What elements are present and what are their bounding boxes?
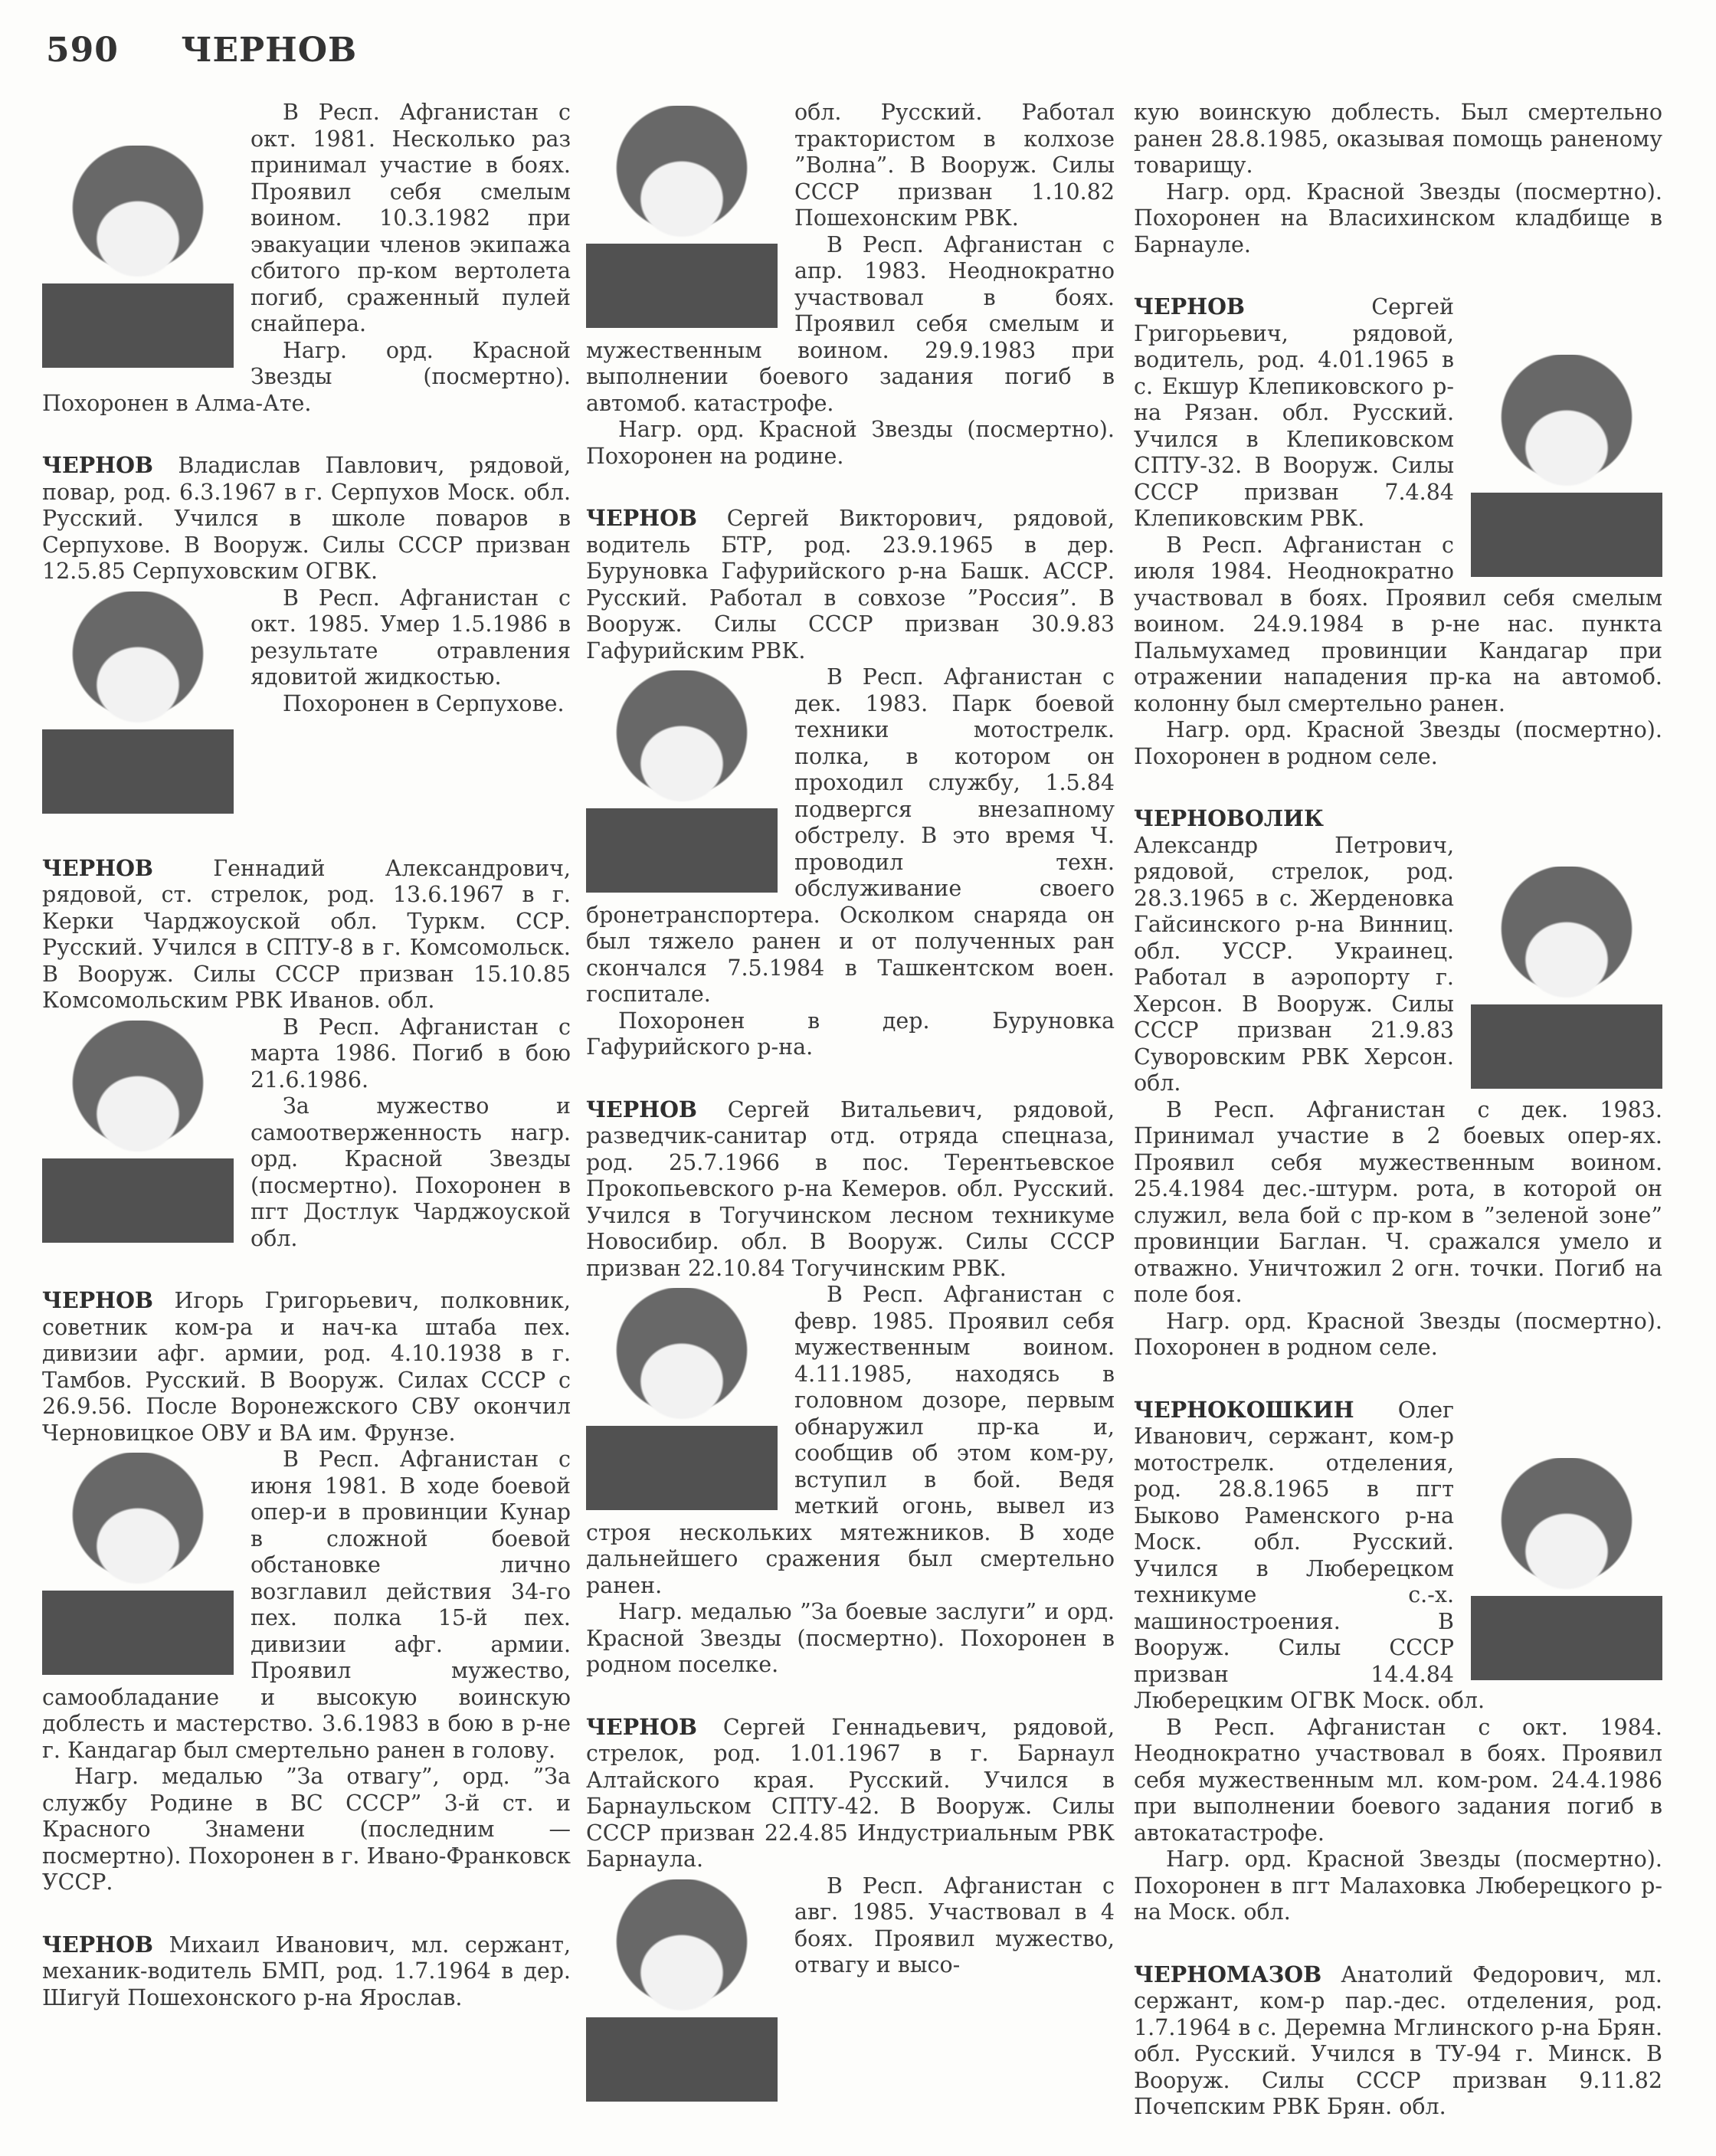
entry-paragraph: Сергей Викторович, рядовой, водитель БТР, род. 23.9.1965 в дер. Буруновка Гафурийского р-на Башк. АССР. Русский. Работал в совхозе ”Россия”. В Вооруж. Силы СССР призван 30.9.83 Гафурийским РВК. (586, 506, 1115, 664)
entry-paragraph: Похоронен в дер. Буруновка Гафурийского р-на. (586, 1008, 1115, 1060)
entry-paragraph: Владислав Павлович, рядовой, повар, род. 6.3.1967 в г. Серпухов Моск. обл. Русский. Учился в школе поваров в Серпухове. В Вооруж. Силы СССР призван 12.5.85 Серпуховским ОГВК. (42, 453, 571, 584)
entry-paragraph: Нагр. орд. Красной Звезды (посмертно). Похоронен в пгт Малаховка Люберецкого р-на Моск. обл. (1134, 1846, 1662, 1925)
entry-surname: ЧЕРНОВ (1134, 293, 1246, 319)
entry-surname: ЧЕРНОВ (586, 505, 698, 531)
entry-paragraph: Александр Петрович, рядовой, стрелок, род. 28.3.1965 в с. Жерденовка Гайсинского р-на Винниц. обл. УССР. Украинец. Работал в аэропорту г. Херсон. В Вооруж. Силы СССР призван 21.9.83 Суворовским РВК Херсон. обл. (1134, 832, 1454, 1096)
entry-surname: ЧЕРНОВ (42, 854, 154, 881)
entry-paragraph: За мужество и самоотверженность нагр. орд. Красной Звезды (посмертно). Похоронен в пгт Достлук Чарджоуской обл. (251, 1093, 571, 1251)
entry-paragraph: Нагр. медалью ”За отвагу”, орд. ”За службу Родине в ВС СССР” 3-й ст. и Красного Знамени (последним — посмертно). Похоронен в г. Ивано-Франковск УССР. (42, 1764, 571, 1895)
entry-surname: ЧЕРНОМАЗОВ (1134, 1961, 1322, 1987)
entry-surname: ЧЕРНОВОЛИК (1134, 805, 1324, 831)
entry-paragraph: Нагр. орд. Красной Звезды (посмертно). Похоронен в родном селе. (1134, 1308, 1662, 1360)
entry-paragraph: В Респ. Афганистан с июля 1984. Неоднократно участвовал в боях. Проявил себя смелым воином. 24.9.1984 в р-не нас. пункта Пальмухамед провинции Кандагар при отражении нападения пр-ка на автомоб. колонну был смертельно ранен. (1134, 532, 1662, 716)
column-3 (1134, 100, 1662, 2156)
entry-chernov-sergey-gennadyevich (586, 1714, 1115, 1979)
entry-paragraph: В Респ. Афганистан с апр. 1983. Неоднократно участвовал в боях. Проявил себя смелым и мужественным воином. 29.9.1983 при выполнении боевого задания погиб в автомоб. катастрофе. (586, 231, 1115, 416)
entry-chernov-mikhail (42, 1932, 571, 2012)
entry-paragraph: В Респ. Афганистан с окт. 1981. Несколько раз принимал участие в боях. Проявил себя смелым воином. 10.3.1982 при эвакуации членов экипажа сбитого пр-ком вертолета погиб, сраженный пулей снайпера. (251, 100, 571, 336)
entry-surname: ЧЕРНОВ (42, 1931, 154, 1958)
entry-paragraph: Михаил Иванович, мл. сержант, механик-водитель БМП, род. 1.7.1964 в дер. Шигуй Пошехонского р-на Ярослав. (42, 1932, 571, 2010)
entry-chernov-sergey-vitalyevich (586, 1096, 1115, 1679)
entry-surname: ЧЕРНОВ (42, 452, 154, 478)
entry-surname: ЧЕРНОКОШКИН (1134, 1396, 1354, 1423)
entry-paragraph: Нагр. орд. Красной Звезды (посмертно). Похоронен на Власихинском кладбище в Барнауле. (1134, 179, 1662, 257)
portrait-photo (586, 670, 778, 893)
entry-paragraph: В Респ. Афганистан с марта 1986. Погиб в бою 21.6.1986. (251, 1014, 571, 1093)
entry-paragraph: Игорь Григорьевич, полковник, советник ком-ра и нач-ка штаба пех. дивизии афг. армии, род. 4.10.1938 в г. Тамбов. Русский. В Вооруж. Силах СССР с 26.9.56. После Воронежского СВУ окончил Черновицкое ОВУ и ВА им. Фрунзе. (42, 1288, 571, 1446)
page-number: 590 (46, 31, 119, 70)
entry-paragraph: В Респ. Афганистан с авг. 1985. Участвовал в 4 боях. Проявил мужество, отвагу и высо- (794, 1873, 1115, 1977)
column-2 (586, 100, 1115, 2108)
entry-chernov-sergey-viktorovich (586, 505, 1115, 1061)
portrait-photo (42, 146, 234, 368)
portrait-photo (1471, 1458, 1662, 1680)
entry-surname: ЧЕРНОВ (586, 1713, 698, 1740)
entry-chernokoshkin (1134, 1397, 1662, 1926)
portrait-photo (42, 1021, 234, 1243)
entry-paragraph: В Респ. Афганистан с июня 1981. В ходе боевой опер-и в провинции Кунар в сложной боевой обстановке лично возглавил действия 34-го пех. полка 15-й пех. дивизии афг. армии. Проявил мужество, самообладание и высокую воинскую доблесть и мастерство. 3.6.1983 в бою в р-не г. Кандагар был смертельно ранен в голову. (42, 1447, 571, 1763)
portrait-photo (1471, 355, 1662, 577)
entry-paragraph: Олег Иванович, сержант, ком-р мотострелк. отделения, род. 28.8.1965 в пгт Быково Раменского р-на Моск. обл. Русский. Учился в Люберецком техникуме с.-х. машиностроения. В Вооруж. Силы СССР призван 14.4.84 Люберецким ОГВК Моск. обл. (1134, 1397, 1485, 1713)
entry-paragraph: Сергей Григорьевич, рядовой, водитель, род. 4.01.1965 в с. Екшур Клепиковского р-на Рязан. обл. Русский. Учился в Клепиковском СПТУ-32. В Вооруж. Силы СССР призван 7.4.84 Клепиковским РВК. (1134, 294, 1454, 531)
entry-paragraph: обл. Русский. Работал трактористом в колхозе ”Волна”. В Вооруж. Силы СССР призван 1.10.82 Пошехонским РВК. (794, 100, 1115, 231)
entry-continuation (1134, 100, 1662, 258)
entry-surname: ЧЕРНОВ (586, 1096, 698, 1122)
entry-chernovolik (1134, 805, 1662, 1361)
entry-paragraph: Нагр. медалью ”За боевые заслуги” и орд. Красной Звезды (посмертно). Похоронен в родном поселке. (586, 1599, 1115, 1677)
portrait-photo (1471, 867, 1662, 1089)
entry-paragraph: В Респ. Афганистан с окт. 1984. Неоднократно участвовал в боях. Проявил себя мужественным мл. ком-ром. 24.4.1986 при выполнении боевого задания погиб в автокатастрофе. (1134, 1714, 1662, 1846)
portrait-photo (586, 106, 778, 328)
entry-paragraph: Сергей Витальевич, рядовой, разведчик-санитар отд. отряда спецназа, род. 25.7.1966 в пос. Терентьевское Прокопьевского р-на Кемеров. обл. Русский. Учился в Тогучинском лесном техникуме Новосибир. обл. В Вооруж. Силы СССР призван 22.10.84 Тогучинским РВК. (586, 1096, 1115, 1281)
entry-paragraph: Нагр. орд. Красной Звезды (посмертно). Похоронен в Алма-Ате. (42, 337, 571, 416)
entry-paragraph: Нагр. орд. Красной Звезды (посмертно). Похоронен на родине. (586, 417, 1115, 469)
portrait-photo (42, 591, 234, 814)
entry-paragraph: В Респ. Афганистан с окт. 1985. Умер 1.5.1986 в результате отравления ядовитой жидкостью. (251, 585, 571, 690)
entry-paragraph: В Респ. Афганистан с дек. 1983. Парк боевой техники мотострелк. полка, в котором он проходил службу, 1.5.84 подвергся внезапному обстрелу. В это время Ч. проводил техн. обслуживание своего бронетранспортера. Осколком снаряда он был тяжело ранен и от полученных ран скончался 7.5.1984 в Ташкентском воен. госпитале. (586, 664, 1115, 1007)
entry-chernov-gennady (42, 855, 571, 1253)
column-1 (42, 100, 571, 2046)
entry-continuation (586, 100, 1115, 470)
entry-paragraph: Нагр. орд. Красной Звезды (посмертно). Похоронен в родном селе. (1134, 717, 1662, 769)
page-header (46, 31, 357, 70)
entry-paragraph: Сергей Геннадьевич, рядовой, стрелок, род. 1.01.1967 в г. Барнаул Алтайского края. Русский. Учился в Барнаульском СПТУ-42. В Вооруж. Силы СССР призван 22.4.85 Индустриальным РВК Барнаула. (586, 1714, 1115, 1872)
portrait-photo (42, 1453, 234, 1675)
entry-paragraph: Геннадий Александрович, рядовой, ст. стрелок, род. 13.6.1967 в г. Керки Чарджоуской обл. Туркм. ССР. Русский. Учился в СПТУ-8 в г. Комсомольск. В Вооруж. Силы СССР призван 15.10.85 Комсомольским РВК Иванов. обл. (42, 855, 571, 1013)
portrait-photo (586, 1879, 778, 2102)
entry-paragraph: Анатолий Федорович, мл. сержант, ком-р пар.-дес. отделения, род. 1.7.1964 в с. Деремна Мглинского р-на Брян. обл. Русский. Учился в ТУ-94 г. Минск. В Вооруж. Силы СССР призван 9.11.82 Почепским РВК Брян. обл. (1134, 1961, 1662, 2119)
portrait-photo (586, 1288, 778, 1510)
entry-chernov-sergey-grigoryevich (1134, 293, 1662, 770)
entry-chernov-vladislav (42, 452, 571, 820)
entry-paragraph: Похоронен в Серпухове. (283, 690, 565, 716)
running-head: ЧЕРНОВ (181, 31, 358, 70)
entry-paragraph: В Респ. Афганистан с февр. 1985. Проявил себя мужественным воином. 4.11.1985, находясь в головном дозоре, первым обнаружил пр-ка и, сообщив об этом ком-ру, вступил в бой. Ведя меткий огонь, вывел из строя нескольких мятежников. В ходе дальнейшего сражения был смертельно ранен. (586, 1282, 1115, 1598)
entry-continuation (42, 100, 571, 417)
entry-surname: ЧЕРНОВ (42, 1287, 154, 1313)
entry-paragraph: кую воинскую доблесть. Был смертельно ранен 28.8.1985, оказывая помощь раненому товарищу. (1134, 100, 1662, 178)
entry-paragraph: В Респ. Афганистан с дек. 1983. Принимал участие в 2 боевых опер-ях. Проявил себя мужественным воином. 25.4.1984 дес.-штурм. рота, в которой он служил, вела бой с пр-ком в ”зеленой зоне” провинции Баглан. Ч. сражался умело и отважно. Уничтожил 2 огн. точки. Погиб на поле боя. (1134, 1096, 1662, 1307)
entry-chernomazov (1134, 1961, 1662, 2121)
entry-chernov-igor (42, 1287, 571, 1896)
